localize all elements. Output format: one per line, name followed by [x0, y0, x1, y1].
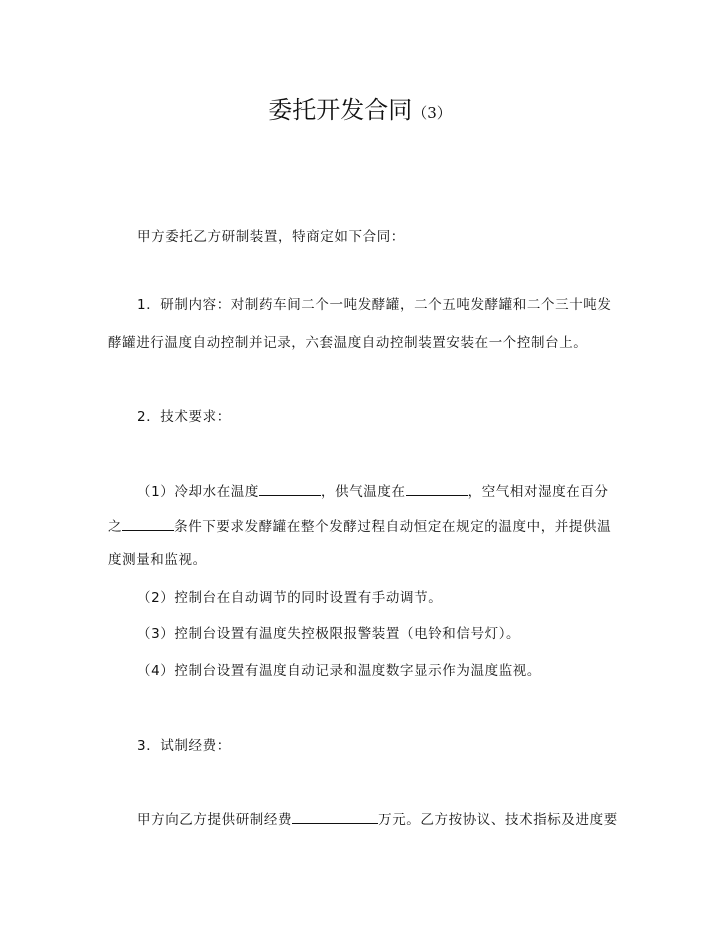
text: （1）冷却水在温度	[137, 484, 259, 500]
section1-line2: 酵罐进行温度自动控制并记录，六套温度自动控制装置安装在一个控制台上。	[108, 335, 588, 351]
text: ，空气相对湿度在百分	[467, 484, 609, 500]
item4: （4）控制台设置有温度自动记录和温度数字显示作为温度监视。	[137, 663, 541, 679]
text: 条件下要求发酵罐在整个发酵过程自动恒定在规定的温度中，并提供温	[174, 519, 612, 535]
item1-line1	[137, 481, 609, 501]
blank-field	[259, 481, 321, 496]
section3-heading: 3．试制经费：	[137, 738, 231, 754]
blank-field	[406, 481, 468, 496]
title-sub: （3）	[412, 104, 452, 122]
item3: （3）控制台设置有温度失控极限报警装置（电铃和信号灯）。	[137, 626, 521, 642]
blank-field	[292, 809, 378, 824]
blank-field	[122, 516, 174, 531]
section3-line1	[137, 809, 618, 829]
title-main: 委托开发合同	[268, 96, 413, 124]
item2: （2）控制台在自动调节的同时设置有手动调节。	[137, 590, 443, 606]
intro: 甲方委托乙方研制装置，特商定如下合同：	[137, 229, 405, 245]
text: 之	[108, 519, 123, 535]
text: ，供气温度在	[321, 484, 406, 500]
document-title	[0, 90, 720, 125]
section2-heading: 2．技术要求：	[137, 409, 231, 425]
text: 万元。乙方按协议、技术指标及进度要	[378, 812, 618, 828]
item1-line3: 度测量和监视。	[108, 552, 207, 568]
text: 甲方向乙方提供研制经费	[137, 812, 293, 828]
section1-line1: 1．研制内容：对制药车间二个一吨发酵罐，二个五吨发酵罐和二个三十吨发	[137, 297, 612, 313]
item1-line2	[108, 516, 611, 536]
